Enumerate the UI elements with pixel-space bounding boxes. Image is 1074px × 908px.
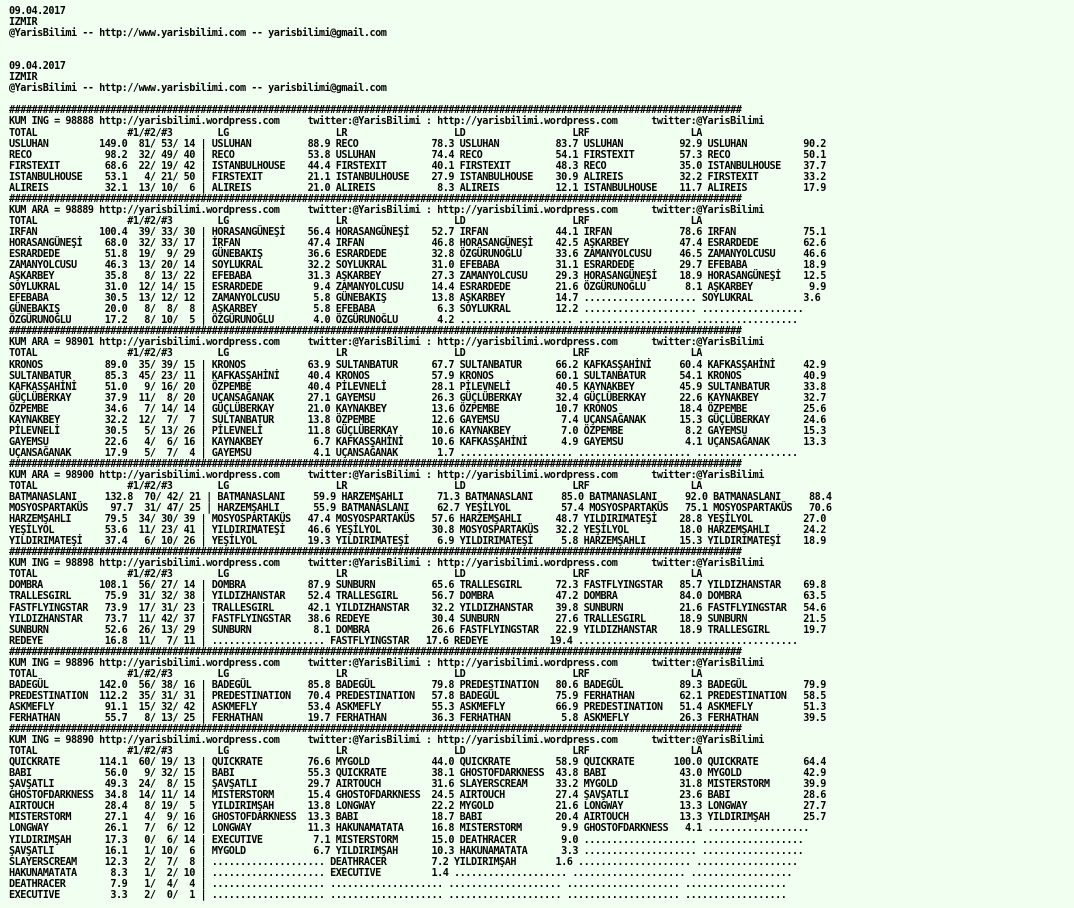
table-row: HARZEMŞAHLI 79.5 34/ 30/ 39 | MOSYOSPARTAKÜS 47.4 MOSYOSPARTAKÜS 57.6 HARZEMŞAHLI 48.7 YILDIRIMATEŞİ 28.8 YEŞİLYOL 27.0 [9, 514, 826, 526]
table-row: DEATHRACER 7.9 1/ 4/ 4 | .................... .................... .................... .................... .................. [9, 878, 787, 890]
race-header-line: KUM ARA = 98901 http://yarisbilimi.wordpress.com twitter:@YarisBilimi : http://yarisbilimi.wordpress.com twitter:@YarisBilimi [9, 337, 764, 349]
separator-line: ################################################################################################################################## [9, 547, 742, 559]
race-header-line: KUM ARA = 98889 http://yarisbilimi.wordpress.com twitter:@YarisBilimi : http://yarisbilimi.wordpress.com twitter:@YarisBilimi [9, 204, 764, 216]
table-row: DOMBRA 108.1 56/ 27/ 14 | DOMBRA 87.9 SUNBURN 65.6 TRALLESGIRL 72.3 FASTFLYINGSTAR 85.7 YILDIZHANSTAR 69.8 [9, 580, 826, 592]
table-row: SULTANBATUR 85.3 45/ 23/ 11 | KAFKASŞAHİNİ 40.4 KRONOS 57.9 KRONOS 60.1 SULTANBATUR 54.1 KRONOS 40.9 [9, 370, 826, 382]
column-header-line: TOTAL #1/#2/#3 LG LR LD LRF LA [9, 746, 702, 758]
table-row: EXECUTIVE 3.3 2/ 0/ 1 | .................... .................... .................... .................... .................. [9, 889, 787, 901]
race-header-line: KUM ARA = 98900 http://yarisbilimi.wordpress.com twitter:@YarisBilimi : http://yarisbilimi.wordpress.com twitter:@YarisBilimi [9, 469, 764, 481]
table-row: GAYEMSU 22.6 4/ 6/ 16 | KAYNAKBEY 6.7 KAFKASŞAHİNİ 10.6 KAFKASŞAHİNİ 4.9 GAYEMSU 4.1 UÇANSAĞANAK 13.3 [9, 436, 826, 448]
table-row: LONGWAY 26.1 7/ 6/ 12 | LONGWAY 11.3 HAKUNAMATATA 16.8 MISTERSTORM 9.9 GHOSTOFDARKNESS 4.1 .................. [9, 823, 809, 835]
table-row: EFEBABA 30.5 13/ 12/ 12 | ZAMANYOLCUSU 5.8 GÜNEBAKIŞ 13.8 AŞKARBEY 14.7 .................... SOYLUKRAL 3.6 [9, 293, 821, 305]
table-row: RECO 98.2 32/ 49/ 40 | RECO 53.8 USLUHAN 74.4 RECO 54.1 FIRSTEXIT 57.3 RECO 50.1 [9, 149, 826, 161]
race-header-line: KUM ING = 98898 http://yarisbilimi.wordpress.com twitter:@YarisBilimi : http://yarisbilimi.wordpress.com twitter:@YarisBilimi [9, 558, 764, 570]
blank-line [9, 50, 831, 61]
table-row: ÖZGÜRUNOĞLU 17.2 8/ 10/ 5 | ÖZGÜRUNOĞLU 4.0 ÖZGÜRUNOĞLU 4.2 .................... .................... .................. [9, 315, 798, 327]
table-row: GÜÇLÜBERKAY 37.9 11/ 8/ 20 | UÇANSAĞANAK 27.1 GAYEMSU 26.3 GÜÇLÜBERKAY 32.4 GÜÇLÜBERKAY 22.6 KAYNAKBEY 32.7 [9, 392, 826, 404]
race-header-line: KUM ING = 98896 http://yarisbilimi.wordpress.com twitter:@YarisBilimi : http://yarisbilimi.wordpress.com twitter:@YarisBilimi [9, 657, 764, 669]
separator-line: ################################################################################################################################## [9, 646, 742, 658]
race-stats-document [9, 6, 831, 901]
table-row: BATMANASLANI 132.8 70/ 42/ 21 | BATMANASLANI 59.9 HARZEMŞAHLI 71.3 BATMANASLANI 85.0 BATMANASLANI 92.0 BATMANASLANI 88.4 [9, 492, 832, 504]
table-row: ZAMANYOLCUSU 46.3 13/ 20/ 14 | SOYLUKRAL 32.2 SOYLUKRAL 31.0 EFEBABA 31.1 ESRARDEDE 29.7 EFEBABA 18.9 [9, 260, 826, 272]
column-header-line: TOTAL #1/#2/#3 LG LR LD LRF LA [9, 481, 702, 493]
table-row: FIRSTEXIT 68.6 22/ 19/ 42 | ISTANBULHOUSE 44.4 FIRSTEXIT 40.1 FIRSTEXIT 48.3 RECO 35.0 ISTANBULHOUSE 37.7 [9, 160, 826, 172]
table-row: YILDIRIMATEŞİ 37.4 6/ 10/ 26 | YEŞİLYOL 19.3 YILDIRIMATEŞİ 6.9 YILDIRIMATEŞİ 5.8 HARZEMŞAHLI 15.3 YILDIRIMATEŞİ 18.9 [9, 536, 826, 548]
table-row: BADEGÜL 142.0 56/ 38/ 16 | BADEGÜL 85.8 BADEGÜL 79.8 PREDESTINATION 80.6 BADEGÜL 89.3 BADEGÜL 79.9 [9, 679, 826, 691]
race-header-line: KUM ING = 98888 http://yarisbilimi.wordpress.com twitter:@YarisBilimi : http://yarisbilimi.wordpress.com twitter:@YarisBilimi [9, 116, 764, 128]
table-row: KAFKASŞAHİNİ 51.0 9/ 16/ 20 | ÖZPEMBE 40.4 PİLEVNELİ 28.1 PİLEVNELİ 40.5 KAYNAKBEY 45.9 SULTANBATUR 33.8 [9, 381, 826, 393]
table-row: IRFAN 100.4 39/ 33/ 30 | HORASANGÜNEŞİ 56.4 HORASANGÜNEŞİ 52.7 IRFAN 44.1 IRFAN 78.6 IRFAN 75.1 [9, 226, 826, 238]
table-row: MISTERSTORM 27.1 4/ 9/ 16 | GHOSTOFDARKNESS 13.3 BABI 18.7 BABI 20.4 AIRTOUCH 13.3 YILDIRIMŞAH 25.7 [9, 812, 826, 824]
blank-line [9, 94, 831, 105]
race-header-line: KUM ING = 98890 http://yarisbilimi.wordpress.com twitter:@YarisBilimi : http://yarisbilimi.wordpress.com twitter:@YarisBilimi [9, 735, 764, 747]
column-header-line: TOTAL #1/#2/#3 LG LR LD LRF LA [9, 569, 702, 581]
table-row: SUNBURN 52.6 26/ 13/ 29 | SUNBURN 8.1 DOMBRA 26.6 FASTFLYINGSTAR 22.9 YILDIZHANSTAR 18.9 TRALLESGIRL 19.7 [9, 624, 826, 636]
table-row: ASKMEFLY 91.1 15/ 32/ 42 | ASKMEFLY 53.4 ASKMEFLY 55.3 ASKMEFLY 66.9 PREDESTINATION 51.4 ASKMEFLY 51.3 [9, 701, 826, 713]
table-row: ŞAVŞATLI 49.3 24/ 8/ 15 | ŞAVŞATLI 29.7 AIRTOUCH 31.6 SLAYERSCREAM 33.2 MYGOLD 31.8 MISTERSTORM 39.9 [9, 779, 826, 791]
text-line: @YarisBilimi -- http://www.yarisbilimi.com -- yarisbilimi@gmail.com [9, 83, 387, 95]
text-line: IZMIR [9, 17, 38, 29]
table-row: AŞKARBEY 35.8 8/ 13/ 22 | EFEBABA 31.3 AŞKARBEY 27.3 ZAMANYOLCUSU 29.3 HORASANGÜNEŞİ 18.9 HORASANGÜNEŞİ 12.5 [9, 271, 826, 283]
date-line: 09.04.2017 [9, 6, 66, 17]
table-row: ŞAVŞATLI 16.1 1/ 10/ 6 | MYGOLD 6.7 YILDIRIMŞAH 10.3 HAKUNAMATATA 3.3 .................... .................. [9, 845, 804, 857]
table-row: QUICKRATE 114.1 60/ 19/ 13 | QUICKRATE 76.6 MYGOLD 44.0 QUICKRATE 58.9 QUICKRATE 100.0 QUICKRATE 64.4 [9, 757, 826, 769]
table-row: PİLEVNELİ 30.5 5/ 13/ 26 | PİLEVNELİ 11.8 GÜÇLÜBERKAY 10.6 KAYNAKBEY 7.0 ÖZPEMBE 8.2 GAYEMSU 15.3 [9, 425, 826, 437]
text-line: @YarisBilimi -- http://www.yarisbilimi.com -- yarisbilimi@gmail.com [9, 28, 387, 40]
table-row: SLAYERSCREAM 12.3 2/ 7/ 8 | .................... DEATHRACER 7.2 YILDIRIMŞAH 1.6 .................... .................. [9, 856, 798, 868]
table-row: KAYNAKBEY 32.2 12/ 7/ 7 | SULTANBATUR 13.8 ÖZPEMBE 12.6 GAYEMSU 7.4 UÇANSAĞANAK 15.3 GÜÇLÜBERKAY 24.6 [9, 414, 826, 426]
text-line: IZMIR [9, 72, 38, 84]
table-row: SOYLUKRAL 31.0 12/ 14/ 15 | ESRARDEDE 9.4 ZAMANYOLCUSU 14.4 ESRARDEDE 21.6 ÖZGÜRUNOĞLU 8.1 AŞKARBEY 9.9 [9, 282, 826, 294]
table-row: GÜNEBAKIŞ 20.0 8/ 8/ 8 | AŞKARBEY 5.8 EFEBABA 6.3 SOYLUKRAL 12.2 .................... .................. [9, 304, 804, 316]
column-header-line: TOTAL #1/#2/#3 LG LR LD LRF LA [9, 127, 702, 139]
table-row: ESRARDEDE 51.8 19/ 9/ 29 | GÜNEBAKIŞ 36.6 ESRARDEDE 32.8 ÖZGÜRUNOĞLU 33.6 ZAMANYOLCUSU 46.5 ZAMANYOLCUSU 46.6 [9, 249, 826, 261]
table-row: BABI 56.0 9/ 32/ 15 | BABI 55.3 QUICKRATE 38.1 GHOSTOFDARKNESS 43.8 BABI 43.0 MYGOLD 42.9 [9, 768, 826, 780]
table-row: YILDIZHANSTAR 73.7 11/ 42/ 37 | FASTFLYINGSTAR 38.6 REDEYE 30.4 SUNBURN 27.6 TRALLESGIRL 18.9 SUNBURN 21.5 [9, 613, 826, 625]
table-row: FERHATHAN 55.7 8/ 13/ 25 | FERHATHAN 19.7 FERHATHAN 36.3 FERHATHAN 5.8 ASKMEFLY 26.3 FERHATHAN 39.5 [9, 713, 826, 724]
table-row: YILDIRIMŞAH 17.3 0/ 6/ 14 | EXECUTIVE 7.1 MISTERSTORM 15.0 DEATHRACER 9.0 .................... .................. [9, 834, 804, 846]
column-header-line: TOTAL #1/#2/#3 LG LR LD LRF LA [9, 668, 702, 680]
table-row: KRONOS 89.0 35/ 39/ 15 | KRONOS 63.9 SULTANBATUR 67.7 SULTANBATUR 66.2 KAFKASŞAHİNİ 60.4 KAFKASŞAHİNİ 42.9 [9, 359, 826, 371]
table-row: ÖZPEMBE 34.6 7/ 14/ 14 | GÜÇLÜBERKAY 21.0 KAYNAKBEY 13.6 ÖZPEMBE 10.7 KRONOS 18.4 ÖZPEMBE 25.6 [9, 403, 826, 415]
table-row: AIRTOUCH 28.4 8/ 19/ 5 | YILDIRIMŞAH 13.8 LONGWAY 22.2 MYGOLD 21.6 LONGWAY 13.3 LONGWAY 27.7 [9, 801, 826, 813]
blank-line [9, 39, 831, 50]
table-row: ALIREIS 32.1 13/ 10/ 6 | ALIREIS 21.0 ALIREIS 8.3 ALIREIS 12.1 ISTANBULHOUSE 11.7 ALIREIS 17.9 [9, 182, 826, 194]
table-row: MOSYOSPARTAKÜS 97.7 31/ 47/ 25 | HARZEMŞAHLI 55.9 BATMANASLANI 62.7 YEŞİLYOL 57.4 MOSYOSPARTAKÜS 75.1 MOSYOSPARTAKÜS 70.6 [9, 503, 832, 515]
column-header-line: TOTAL #1/#2/#3 LG LR LD LRF LA [9, 215, 702, 227]
table-row: YEŞİLYOL 53.6 11/ 23/ 41 | YILDIRIMATEŞİ 46.6 YEŞİLYOL 30.8 MOSYOSPARTAKÜS 32.2 YEŞİLYOL 18.0 HARZEMŞAHLI 24.2 [9, 525, 826, 537]
table-row: HAKUNAMATATA 8.3 1/ 2/ 10 | .................... EXECUTIVE 1.4 .................... .................... .................. [9, 867, 793, 879]
table-row: FASTFLYINGSTAR 73.9 17/ 31/ 23 | TRALLESGIRL 42.1 YILDIZHANSTAR 32.2 YILDIZHANSTAR 39.8 SUNBURN 21.6 FASTFLYINGSTAR 54.6 [9, 602, 826, 614]
column-header-line: TOTAL #1/#2/#3 LG LR LD LRF LA [9, 348, 702, 360]
separator-line: ################################################################################################################################## [9, 458, 742, 470]
table-row: REDEYE 16.8 11/ 7/ 11 | .................... FASTFLYINGSTAR 17.6 REDEYE 19.4 .................... .................. [9, 635, 798, 647]
table-row: UÇANSAĞANAK 17.9 5/ 7/ 4 | GAYEMSU 4.1 UÇANSAĞANAK 1.7 .................... .................... .................. [9, 447, 798, 459]
separator-line: ################################################################################################################################## [9, 193, 742, 205]
table-row: HORASANGÜNEŞİ 68.0 32/ 33/ 17 | İRFAN 47.4 IRFAN 46.8 HORASANGÜNEŞİ 42.5 AŞKARBEY 47.4 ESRARDEDE 62.6 [9, 237, 826, 249]
separator-line: ################################################################################################################################## [9, 724, 742, 736]
table-row: PREDESTINATION 112.2 35/ 31/ 31 | PREDESTINATION 70.4 PREDESTINATION 57.8 BADEGÜL 75.9 FERHATHAN 62.1 PREDESTINATION 58.5 [9, 690, 826, 702]
table-row: ISTANBULHOUSE 53.1 4/ 21/ 50 | FIRSTEXIT 21.1 ISTANBULHOUSE 27.9 ISTANBULHOUSE 30.9 ALIREIS 32.2 FIRSTEXIT 33.2 [9, 171, 826, 183]
table-row: TRALLESGIRL 75.9 31/ 32/ 38 | YILDIZHANSTAR 52.4 TRALLESGIRL 56.7 DOMBRA 47.2 DOMBRA 84.0 DOMBRA 63.5 [9, 591, 826, 603]
date-line: 09.04.2017 [9, 61, 66, 73]
table-row: USLUHAN 149.0 81/ 53/ 14 | USLUHAN 88.9 RECO 78.3 USLUHAN 83.7 USLUHAN 92.9 USLUHAN 90.2 [9, 138, 826, 150]
table-row: GHOSTOFDARKNESS 34.8 14/ 11/ 14 | MISTERSTORM 15.4 GHOSTOFDARKNESS 24.5 AIRTOUCH 27.4 ŞAVŞATLI 23.6 BABI 28.6 [9, 790, 826, 802]
separator-line: ################################################################################################################################## [9, 326, 742, 338]
separator-line: ################################################################################################################################## [9, 105, 742, 117]
